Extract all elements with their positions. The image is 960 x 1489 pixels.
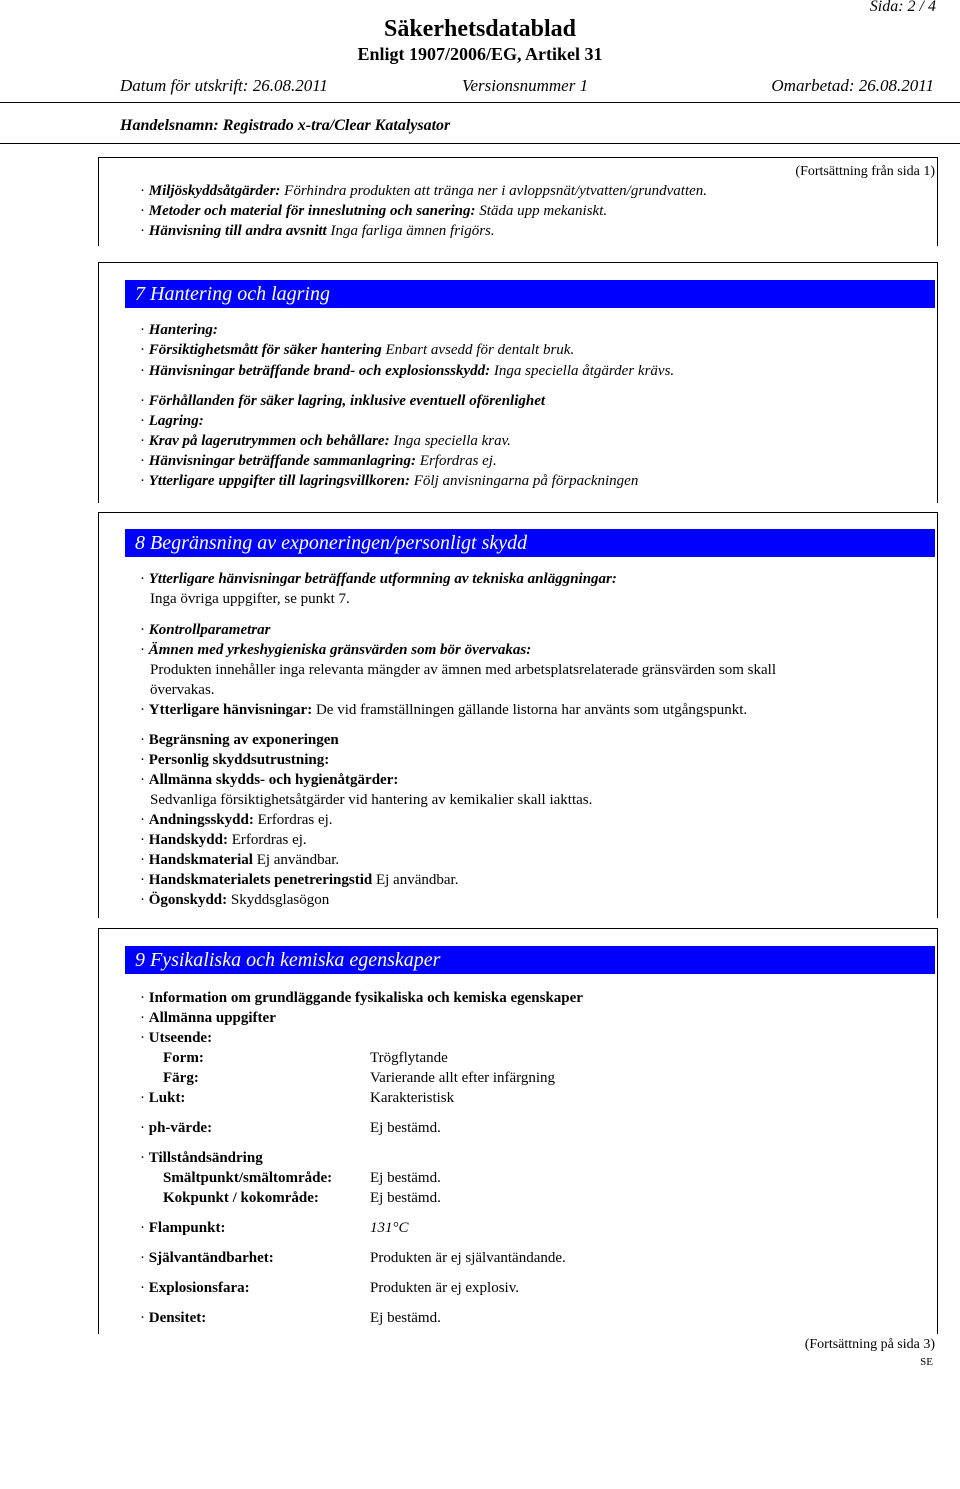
s9-row: · Flampunkt: <box>140 1220 226 1236</box>
s9-row: · Utseende: <box>140 1030 213 1046</box>
s8-value: Inga övriga uppgifter, se punkt 7. <box>150 591 350 607</box>
s8-row: · Kontrollparametrar <box>140 622 271 638</box>
s9-row: · Information om grundläggande fysikaliska och kemiska egenskaper <box>140 990 583 1006</box>
s8-row: · Ämnen med yrkeshygieniska gränsvärden som bör övervakas: <box>140 642 532 658</box>
document-subtitle: Enligt 1907/2006/EG, Artikel 31 <box>357 44 603 64</box>
section-7-header: 7 Hantering och lagring <box>125 280 935 308</box>
s8-value: övervakas. <box>150 682 215 698</box>
s9-value: Produkten är ej självantändande. <box>370 1250 566 1266</box>
s7-row: · Hantering: <box>140 322 218 338</box>
s7-row: · Förhållanden för säker lagring, inklusive eventuell oförenlighet <box>140 393 546 409</box>
document-title: Säkerhetsdatablad <box>383 16 577 42</box>
s9-key: Kokpunkt / kokområde: <box>163 1190 319 1206</box>
s9-row: · Självantändbarhet: <box>140 1250 274 1266</box>
s9-key: Form: <box>163 1050 204 1066</box>
trade-name: Handelsnamn: Registrado x-tra/Clear Katalysator <box>120 117 451 134</box>
print-date: Datum för utskrift: 26.08.2011 <box>120 76 328 95</box>
s7-row: · Försiktighetsmått för säker hantering Enbart avsedd för dentalt bruk. <box>140 342 575 358</box>
s8-value: Produkten innehåller inga relevanta mängder av ämnen med arbetsplatsrelaterade gränsvärden som skall <box>150 662 777 678</box>
page-number: Sida: 2 / 4 <box>869 0 936 15</box>
header-divider <box>0 102 960 103</box>
s8-row: · Begränsning av exponeringen <box>140 732 339 748</box>
s9-value: Ej bestämd. <box>370 1310 441 1326</box>
s9-row: · Allmänna uppgifter <box>140 1010 276 1026</box>
s9-value: Trögflytande <box>370 1050 448 1066</box>
s8-row: · Ytterligare hänvisningar beträffande utformning av tekniska anläggningar: <box>140 571 617 587</box>
s8-row: · Handskydd: Erfordras ej. <box>140 832 307 848</box>
s9-value: Ej bestämd. <box>370 1190 441 1206</box>
s7-row: · Lagring: <box>140 413 204 429</box>
section-8-header: 8 Begränsning av exponeringen/personligt skydd <box>125 529 935 557</box>
section-9-header: 9 Fysikaliska och kemiska egenskaper <box>125 946 935 974</box>
s9-value: Karakteristisk <box>370 1090 455 1106</box>
version-number: Versionsnummer 1 <box>462 76 589 95</box>
s9-value: Varierande allt efter infärgning <box>370 1070 556 1086</box>
s9-value: Ej bestämd. <box>370 1170 441 1186</box>
s9-row: · ph-värde: <box>140 1120 213 1136</box>
s9-row: · Tillståndsändring <box>140 1150 263 1166</box>
s7-row: · Hänvisningar beträffande brand- och explosionsskydd: Inga speciella åtgärder krävs. <box>140 363 675 379</box>
s9-row: · Explosionsfara: <box>140 1280 250 1296</box>
s9-key: Smältpunkt/smältområde: <box>163 1170 333 1186</box>
s9-value: Produkten är ej explosiv. <box>370 1280 519 1296</box>
s8-row: · Ögonskydd: Skyddsglasögon <box>140 892 330 908</box>
language-code: SE <box>920 1356 933 1368</box>
s8-row: · Personlig skyddsutrustning: <box>140 752 330 768</box>
s8-row: · Ytterligare hänvisningar: De vid framställningen gällande listorna har använts som utgångspunkt. <box>140 702 748 718</box>
env-precautions-row: · Miljöskyddsåtgärder: Förhindra produkten att tränga ner i avloppsnät/ytvatten/grundvatten. <box>140 183 708 199</box>
s8-row: · Handskmaterial Ej användbar. <box>140 852 340 868</box>
trade-name-divider <box>0 143 960 144</box>
s9-value: Ej bestämd. <box>370 1120 441 1136</box>
reference-row: · Hänvisning till andra avsnitt Inga farliga ämnen frigörs. <box>140 223 495 239</box>
s9-row: · Lukt: <box>140 1090 186 1106</box>
s7-row: · Ytterligare uppgifter till lagringsvillkoren: Följ anvisningarna på förpackningen <box>140 473 639 489</box>
s9-row: · Densitet: <box>140 1310 207 1326</box>
s8-row: · Andningsskydd: Erfordras ej. <box>140 812 333 828</box>
continued-from: (Fortsättning från sida 1) <box>795 164 935 179</box>
s8-row: · Handskmaterialets penetreringstid Ej användbar. <box>140 872 459 888</box>
s7-row: · Krav på lagerutrymmen och behållare: Inga speciella krav. <box>140 433 511 449</box>
s9-value: 131°C <box>370 1220 409 1236</box>
s8-row: · Allmänna skydds- och hygienåtgärder: <box>140 772 399 788</box>
revised-date: Omarbetad: 26.08.2011 <box>771 76 934 95</box>
continued-to: (Fortsättning på sida 3) <box>804 1337 935 1352</box>
s8-value: Sedvanliga försiktighetsåtgärder vid hantering av kemikalier skall iakttas. <box>150 792 593 808</box>
s9-key: Färg: <box>163 1070 199 1086</box>
s7-row: · Hänvisningar beträffande sammanlagring: Erfordras ej. <box>140 453 497 469</box>
containment-row: · Metoder och material för inneslutning och sanering: Städa upp mekaniskt. <box>140 203 608 219</box>
